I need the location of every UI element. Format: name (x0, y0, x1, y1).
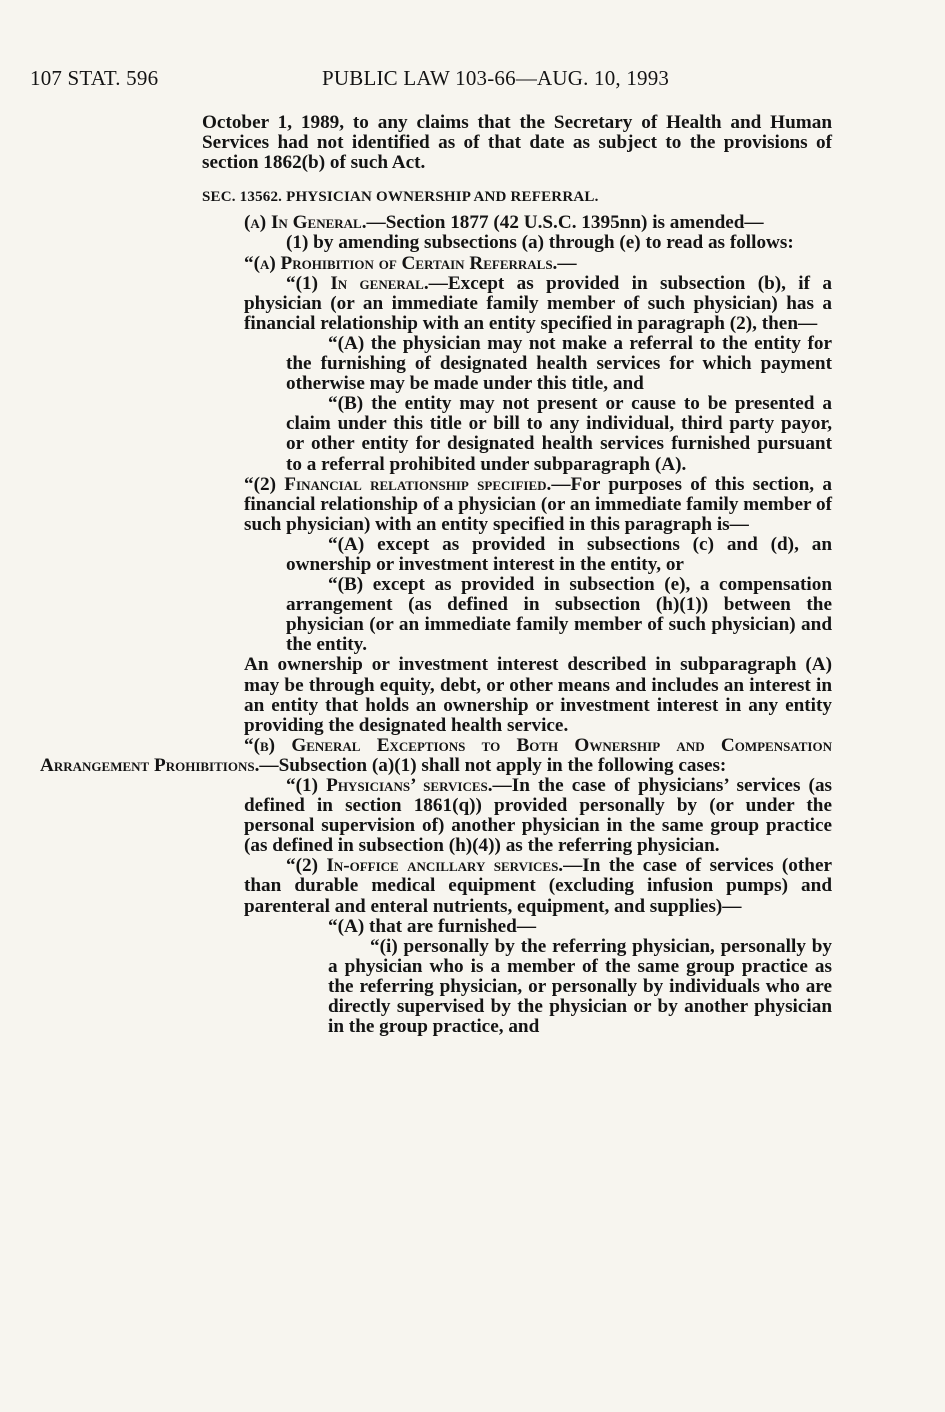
ownership-paragraph: An ownership or investment interest described in subparagraph (A) may be through equity, debt, or other means and includes an interest in an entity that holds an ownership or investment interest in any entity providing the designated health service. (244, 654, 832, 736)
paragraph-a1-text: —Except as provided in subsection (b), if a physician (or an immediate family member of such physician) has a financial relationship with an entity specified in paragraph (2), then— (244, 272, 832, 334)
statute-body (40, 112, 832, 1038)
subsection-b-text: —Subsection (a)(1) shall not apply in the following cases: (259, 754, 727, 776)
clause-b2Ai: “(i) personally by the referring physician, personally by a physician who is a member of the same group practice as the referring physician, or personally by individuals who are directly supervised by the physician or by another physician in the group practice, and (328, 935, 832, 1038)
subparagraph-B: “(B) the entity may not present or cause to be presented a claim under this title or bill to any individual, third party payor, or other entity for designated health services furnished pursuant to a referral prohibited under subparagraph (A). (286, 393, 832, 475)
subsection-b-heading: “(b) General Exceptions to Both Ownership and Compensation Arrangement Prohibitions. (40, 734, 832, 776)
paragraph-b1-text: —In the case of physicians’ services (as defined in section 1861(q)) provided personally by (or under the personal supervision of) another physician in the same group practice (as defined in subsection (h)(4)) as the referring physician. (244, 775, 832, 857)
continuation-paragraph: October 1, 1989, to any claims that the Secretary of Health and Human Services had not identified as of that date as subject to the provisions of section 1862(b) of such Act. (202, 112, 832, 174)
paragraph-a2 (244, 475, 832, 535)
subparagraph-A: “(A) the physician may not make a referral to the entity for the furnishing of designated health services for which payment otherwise may be made under this title, and (286, 332, 832, 395)
subparagraph-A2: “(A) except as provided in subsections (c) and (d), an ownership or investment interest in the entity, or (286, 533, 832, 575)
header-title: PUBLIC LAW 103-66—AUG. 10, 1993 (322, 66, 670, 90)
subparagraph-B2: “(B) except as provided in subsection (e), a compensation arrangement (as defined in subsection (h)(1)) between the physician (or an immediate family member of such physician) and the entity. (286, 574, 832, 656)
paragraph-b1-heading: “(1) Physicians’ services. (286, 775, 493, 796)
subsection-a-text: —Section 1877 (42 U.S.C. 1395nn) is amended— (366, 212, 764, 234)
subsection-a-heading: (a) In General. (244, 212, 367, 234)
paragraph-a1-heading: “(1) In general. (286, 272, 429, 294)
prohibition-heading: “(a) Prohibition of Certain Referrals.— (244, 252, 577, 274)
paragraph-b2 (244, 856, 832, 916)
paragraph-b1 (244, 776, 832, 856)
paragraph-a1 (244, 274, 832, 334)
subparagraph-b2A: “(A) that are furnished— (328, 915, 537, 937)
paragraph-b2-text: —In the case of services (other than durable medical equipment (excluding infusion pumps) and parenteral and enteral nutrients, equipment, and supplies)— (244, 855, 832, 917)
paragraph-a2-heading: “(2) Financial relationship specified. (244, 473, 552, 495)
page-number: 107 STAT. 596 (30, 66, 159, 90)
subsection-b (40, 736, 832, 776)
paragraph-a2-text: —For purposes of this section, a financial relationship of a physician (or an immediate family member of such physician) with an entity specified in this paragraph is— (244, 473, 832, 535)
section-heading: SEC. 13562. PHYSICIAN OWNERSHIP AND REFERRAL. (202, 189, 599, 206)
amendment-1: (1) by amending subsections (a) through (e) to read as follows: (286, 232, 794, 254)
paragraph-b2-heading: “(2) In-office ancillary services. (286, 855, 564, 877)
subsection-a (202, 213, 832, 233)
